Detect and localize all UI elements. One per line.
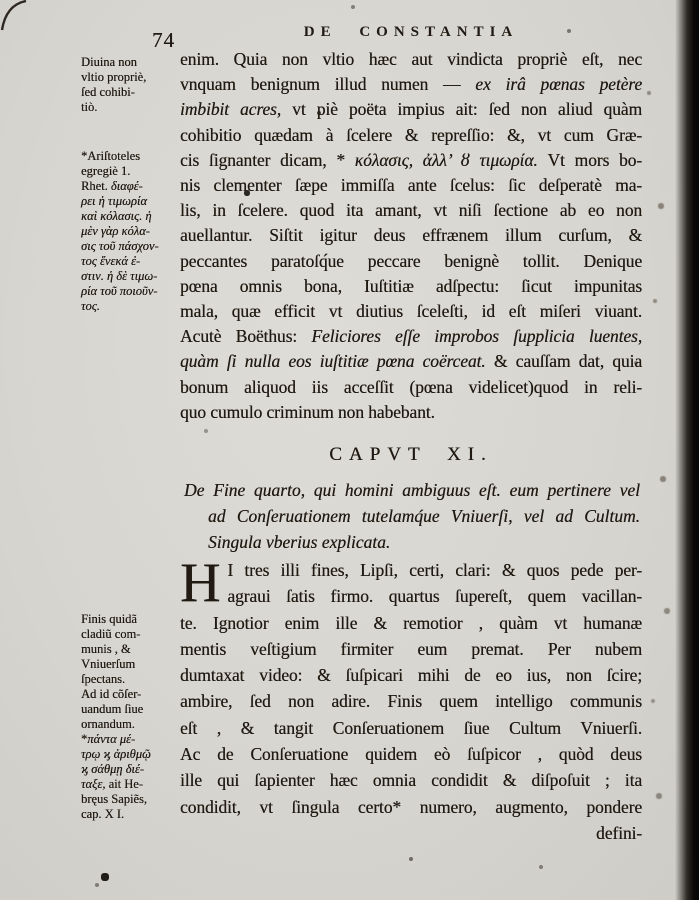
text-line [180, 741, 642, 767]
text-line [180, 324, 642, 349]
text-line [81, 194, 183, 209]
text-segment: tiò. [81, 100, 98, 114]
text-segment: pœna omnis bona, Iuſtitiæ adſpectu: ſicut impunitas [180, 275, 642, 296]
text-line [180, 636, 642, 662]
text-segment: & cauſſam dat, quia [485, 351, 642, 372]
text-line [180, 173, 642, 198]
text-segment: ρία τοῦ ποιοῦν- [81, 284, 158, 298]
text-segment: Diuina non [81, 55, 137, 69]
text-line [81, 284, 183, 299]
text-segment: cohibitio quædam à ſcelere & repreſſio: &, vt cum Græ- [180, 124, 642, 145]
text-line [81, 687, 183, 702]
text-segment: ad Conſeruationem tutelamq́ue Vniuerſi, vel ad Cultum. [208, 506, 640, 526]
text-line [180, 767, 642, 793]
text-segment: nis clementer ſæpe immiſſa ante ſcelus: ſic deſperatè ma- [180, 175, 642, 196]
text-segment: ſpectans. [81, 672, 126, 686]
text-segment: dumtaxat video: & ſuſpicari mihi de eo ius, non ſcire; [180, 665, 642, 686]
text-line [81, 209, 183, 224]
text-line [81, 254, 183, 269]
text-segment: egregiè 1. [81, 164, 131, 178]
page-corner-mark [0, 0, 30, 32]
text-line [81, 762, 183, 777]
text-segment: τος. [81, 299, 100, 313]
text-segment: Singula vberius explicata. [208, 532, 391, 552]
chapter-heading: CAPVT XI. [329, 444, 493, 465]
text-line [180, 662, 642, 688]
ink-speckles [0, 0, 2, 2]
text-line [180, 148, 642, 173]
page-number: 74 [152, 28, 175, 52]
running-title: DE CONSTANTIA [303, 24, 519, 40]
text-segment: mala, quæ efficit vt diutius ſceleſti, id eſt miſeri viuant. [180, 301, 642, 322]
text-segment: Ad id cõſer- [81, 687, 142, 701]
text-segment: defini- [596, 822, 642, 843]
text-segment: Feliciores eſſe improbos ſupplicia luentes, [311, 326, 642, 347]
text-line [180, 47, 642, 72]
text-line [81, 702, 183, 717]
text-line [180, 583, 642, 609]
text-line [81, 657, 183, 672]
text-segment: ρει ἡ τιμωρία [81, 194, 147, 208]
text-line [180, 72, 642, 97]
text-line [180, 274, 642, 299]
text-segment: ille qui ſapienter hæc omnia condidit & diſpoſuit ; ita [180, 770, 642, 791]
text-line [180, 715, 642, 741]
text-segment: agraui ſatis firmo. quartus ſupereſt, quem vacillan- [227, 586, 642, 607]
text-line [180, 557, 642, 583]
text-segment: vt piè poëta impius ait: ſed non aliud quàm [281, 99, 642, 120]
text-segment: De Fine quarto, qui homini ambiguus eſt. eum pertinere vel [184, 480, 640, 500]
text-segment: I tres illi fines, Lipſi, certi, clari: & quos pede per- [227, 560, 642, 580]
text-segment: καὶ κόλασις. ἡ [81, 209, 152, 223]
drop-cap: H [180, 552, 221, 614]
text-line [81, 239, 183, 254]
text-segment: ambire, ſed non adire. Finis quem intelligo communis [180, 691, 642, 712]
text-line [180, 375, 642, 400]
text-segment: πάντα μέ- [87, 732, 136, 746]
text-segment: quo cumulo criminum non habebant. [180, 401, 435, 422]
text-line [81, 777, 183, 792]
text-segment: lis, in ſcelere. quod ita amant, vt niſi ſectione ab eo non [180, 200, 642, 221]
text-line [81, 807, 183, 822]
text-line [180, 249, 642, 274]
text-segment: διαφέ- [110, 179, 143, 193]
text-line [81, 179, 183, 194]
text-line [180, 223, 642, 248]
text-segment: *Ariſtoteles [81, 149, 141, 163]
text-line [180, 820, 642, 846]
text-segment: ταξε, [81, 777, 106, 791]
text-segment: Vt mors bo- [537, 149, 642, 170]
text-line [184, 503, 640, 529]
text-line [180, 794, 642, 820]
text-line [81, 612, 183, 627]
text-line [81, 732, 183, 747]
text-segment: peccantes paratoſq́ue peccare benignè tollit. Denique [180, 250, 642, 271]
text-segment: κόλασις, ἀλλ’ ȣ τιμωρία. [354, 149, 538, 170]
text-line [180, 610, 642, 636]
text-segment: ex irâ pœnas petère [475, 74, 642, 95]
text-segment: ſed cohibi- [81, 85, 135, 99]
text-segment: bonum aliquod iis acceſſit (pœna videlicet)quod in reli- [180, 376, 642, 397]
text-segment: μὲν γὰρ κόλα- [81, 224, 150, 238]
text-segment: uandum ſiue [81, 702, 144, 716]
text-line [81, 149, 183, 164]
text-segment: ornandum. [81, 717, 135, 731]
text-line [81, 55, 183, 70]
text-segment: * [336, 149, 355, 170]
text-segment: munis , & [81, 642, 131, 656]
text-line [81, 627, 183, 642]
chapter-argument [184, 477, 640, 555]
text-segment: te. Ignotior enim ille & remotior , quàm vt humanæ [180, 612, 642, 633]
text-line [81, 70, 183, 85]
text-segment: Acutè Boëthus: [180, 326, 312, 347]
text-segment: cladiũ com- [81, 627, 141, 641]
text-segment: vltio propriè, [81, 70, 147, 84]
text-segment: condidit, vt ſingula certo* numero, augmento, pondere [180, 796, 642, 817]
text-line [81, 100, 183, 115]
text-segment: mentis veſtigium firmiter eum premat. Per nubem [180, 638, 642, 659]
text-segment: ϗ σάθμῃ διέ- [81, 762, 144, 776]
text-line [81, 224, 183, 239]
margin-note-divina-ultio [81, 55, 183, 115]
text-line [180, 123, 642, 148]
text-line [184, 529, 640, 555]
text-line [81, 85, 183, 100]
text-segment: vnquam benignum illud numen — [180, 74, 476, 95]
text-segment: cis ſignanter dicam, [180, 149, 337, 170]
text-line [184, 477, 640, 503]
text-segment: τος ἕνεκά ἐ- [81, 254, 141, 268]
text-segment: * [81, 732, 88, 746]
body-paragraph-continuation [180, 47, 642, 425]
text-segment: bręus Sapiẽs, [81, 792, 147, 806]
body-paragraph-finis [180, 552, 642, 846]
margin-note-finis-universi [81, 612, 183, 822]
text-line [81, 164, 183, 179]
text-line [81, 792, 183, 807]
text-line [81, 269, 183, 284]
text-segment: ait He- [105, 777, 143, 791]
text-segment: Ac de Conſeruatione quidem eò ſuſpicor , quòd deus [180, 744, 642, 765]
scan-edge-band [675, 0, 699, 900]
text-line [180, 400, 642, 425]
text-segment: σις τοῦ πάσχον- [81, 239, 159, 253]
text-segment: cap. X I. [81, 807, 125, 821]
margin-note-aristoteles-rhet [81, 149, 183, 314]
text-segment: Finis quidã [81, 612, 137, 626]
text-segment: Rhet. [81, 179, 111, 193]
text-line [81, 299, 183, 314]
text-line [81, 717, 183, 732]
text-line [180, 198, 642, 223]
text-line [180, 349, 642, 374]
text-line [180, 97, 642, 122]
text-segment: quàm ſi nulla eos iuſtitiæ pœna coërceat. [180, 351, 486, 372]
text-segment: eſt , & tangit Conſeruationem ſiue Cultum Vniuerſi. [180, 717, 642, 738]
text-line [81, 642, 183, 657]
text-line [81, 747, 183, 762]
text-line [180, 299, 642, 324]
text-line [81, 672, 183, 687]
text-segment: Vniuerſum [81, 657, 136, 671]
text-line [180, 688, 642, 714]
text-segment: imbibit acres, [180, 99, 282, 120]
text-segment: auellantur. Siſtit igitur deus effrænem illum curſum, & [180, 225, 642, 246]
text-segment: τρῳ ϗ ἀριθμῷ [81, 747, 151, 761]
text-segment: στιν. ἡ δὲ τιμω- [81, 269, 158, 283]
text-segment: enim. Quia non vltio hæc aut vindicta propriè eſt, nec [180, 49, 642, 69]
